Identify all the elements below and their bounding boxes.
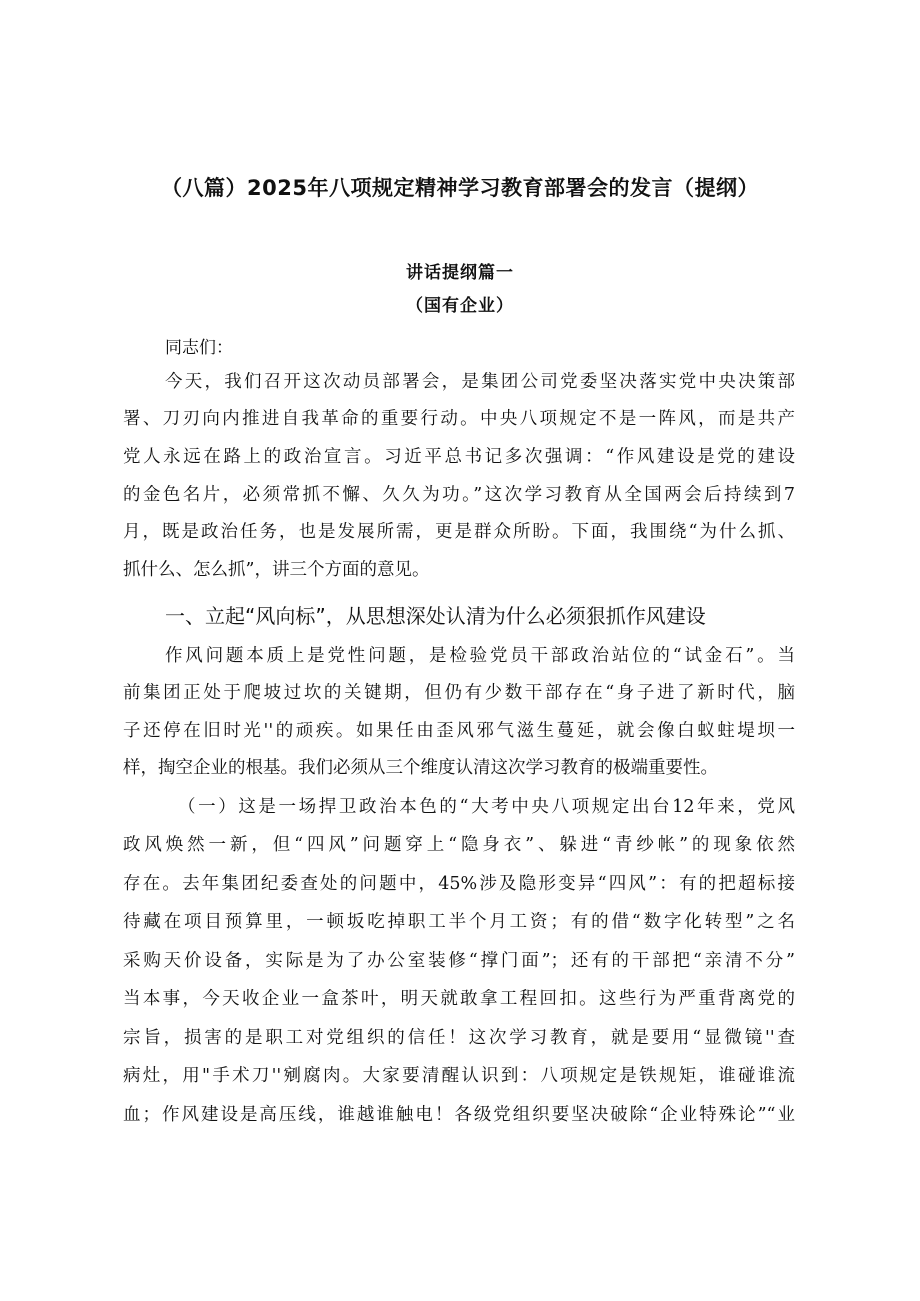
paragraph-2-line-2: 前集团正处于爬坡过坎的关键期，但仍有少数干部存在“身子进了新时代，脑 — [123, 683, 795, 703]
paragraph-3-line-9: 血；作风建设是高压线，谁越谁触电！各级党组织要坚决破除“企业特殊论”“业 — [123, 1105, 795, 1125]
paragraph-1-line-3: 党人永远在路上的政治宣言。习近平总书记多次强调：“作风建设是党的建设 — [123, 447, 795, 467]
paragraph-1-line-1: 今天，我们召开这次动员部署会，是集团公司党委坚决落实党中央决策部 — [165, 372, 795, 392]
paragraph-1-line-2: 署、刀刃向内推进自我革命的重要行动。中央八项规定不是一阵风，而是共产 — [123, 409, 795, 429]
paragraph-2-line-4: 样，掏空企业的根基。我们必须从三个维度认清这次学习教育的极端重要性。 — [123, 758, 718, 778]
paragraph-3-line-3: 存在。去年集团纪委查处的问题中，45%涉及隐形变异“四风”：有的把超标接 — [123, 874, 795, 894]
salutation: 同志们： — [165, 338, 233, 358]
document-title: （八篇）2025年八项规定精神学习教育部署会的发言（提纲） — [161, 176, 759, 200]
paragraph-3-line-4: 待藏在项目预算里，一顿坂吃掉职工半个月工资；有的借“数字化转型”之名 — [123, 912, 795, 932]
paragraph-1-line-5: 月，既是政治任务，也是发展所需，更是群众所盼。下面，我围绕“为什么抓、 — [123, 522, 795, 542]
paragraph-3-line-2: 政风焕然一新，但“四风”问题穿上“隐身衣”、躲进“青纱帐”的现象依然 — [123, 835, 795, 855]
paragraph-3-line-8: 病灶，用"手术刀''剜腐肉。大家要清醒认识到：八项规定是铁规矩，谁碰谁流 — [123, 1066, 795, 1086]
paragraph-3-line-7: 宗旨，损害的是职工对党组织的信任！这次学习教育，就是要用“显微镜''查 — [123, 1028, 795, 1048]
paragraph-3-line-6: 当本事，今天收企业一盒茶叶，明天就敢拿工程回扣。这些行为严重背离党的 — [123, 989, 795, 1009]
paragraph-2-line-3: 子还停在旧时光''的顽疾。如果任由歪风邪气滋生蔓延，就会像白蚁蛀堤坝一 — [123, 721, 795, 741]
paragraph-2-line-1: 作风问题本质上是党性问题，是检验党员干部政治站位的“试金石”。当 — [165, 646, 795, 666]
paragraph-3-line-1: （一）这是一场捍卫政治本色的“大考中央八项规定出台12年来，党风 — [178, 797, 795, 817]
paragraph-1-line-6: 抓什么、怎么抓”，讲三个方面的意见。 — [123, 560, 430, 580]
section-title: 讲话提纲篇一 — [406, 263, 514, 283]
section-subtitle: （国有企业） — [406, 296, 514, 316]
heading-1: 一、立起“风向标”，从思想深处认清为什么必须狠抓作风建设 — [165, 604, 706, 628]
paragraph-3-line-5: 采购天价设备，实际是为了办公室装修“撑门面”；还有的干部把“亲清不分” — [123, 951, 795, 971]
paragraph-1-line-4: 的金色名片，必须常抓不懈、久久为功。”这次学习教育从全国两会后持续到7 — [123, 485, 795, 505]
